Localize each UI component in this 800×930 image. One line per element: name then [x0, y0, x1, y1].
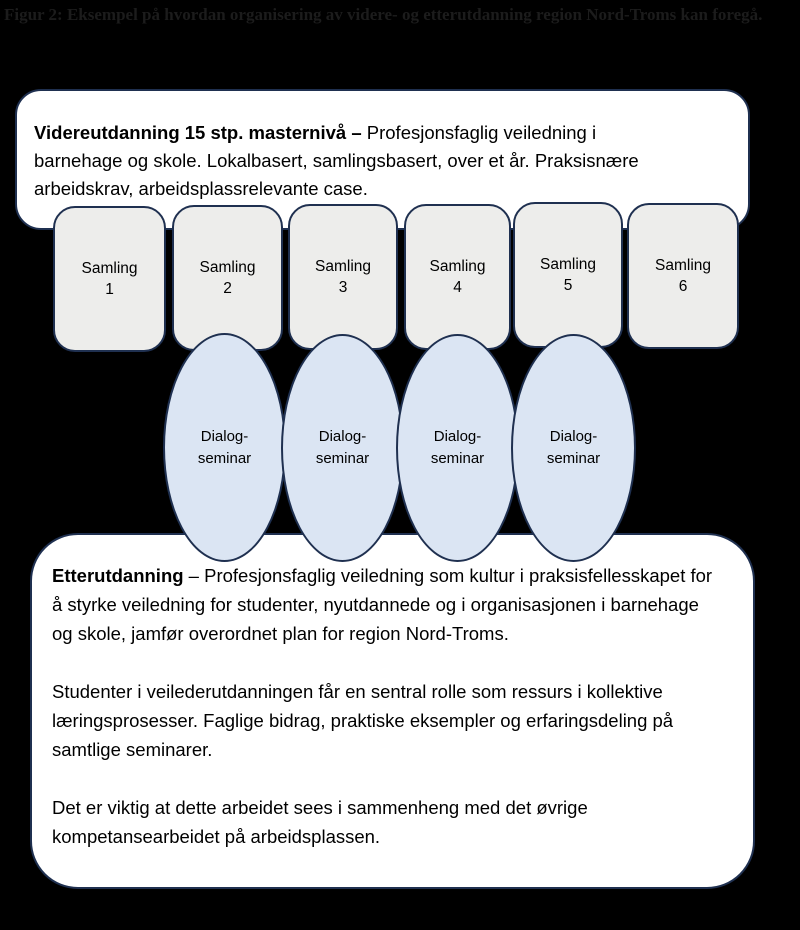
- dialogseminar-label-line1: Dialog-: [549, 428, 598, 445]
- samling-label: Samling: [540, 256, 596, 273]
- videreutdanning-body: Profesjonsfaglig veiledning i barnehage og skole. Lokalbasert, samlingsbasert, over et år. Praksisnære arbeidskrav, arbeidsplassrelevante case.: [34, 122, 639, 199]
- samling-number: 6: [678, 278, 688, 295]
- etterutdanning-title: Etterutdanning: [52, 565, 184, 586]
- samling-card-5: [513, 202, 623, 348]
- dialogseminar-ellipse-2: [281, 334, 404, 562]
- etterutdanning-paragraph-1: [52, 561, 720, 648]
- samling-card-6: [627, 203, 739, 349]
- samling-label: Samling: [199, 259, 256, 276]
- samling-card-2: [172, 205, 283, 351]
- videreutdanning-text: [34, 119, 656, 203]
- samling-number: 3: [338, 279, 348, 296]
- etterutdanning-box: [30, 533, 755, 889]
- dialogseminar-label-line1: Dialog-: [200, 427, 249, 445]
- samling-number: 4: [453, 279, 462, 296]
- samling-number: 5: [563, 277, 573, 294]
- etterutdanning-paragraph-3: Det er viktig at dette arbeidet sees i sammenheng med det øvrige kompetansearbeidet på arbeidsplassen.: [52, 797, 588, 847]
- samling-number: 1: [105, 281, 114, 298]
- etterutdanning-paragraph-2: Studenter i veilederutdanningen får en sentral rolle som ressurs i kollektive læringsprosesser. Faglige bidrag, praktiske eksempler og erfaringsdeling på samtlige seminarer.: [52, 681, 674, 760]
- etterutdanning-p1-body: – Profesjonsfaglig veiledning som kultur i praksisfellesskapet for å styrke veiledning for studenter, nyutdannede og i organisasjonen i barnehage og skole, jamfør overordnet plan for region Nord-Troms.: [52, 565, 713, 644]
- etterutdanning-text: [52, 561, 720, 851]
- samling-card-3: [288, 204, 398, 350]
- dialogseminar-label-line1: Dialog-: [433, 428, 482, 445]
- dialogseminar-ellipse-4: [511, 334, 636, 562]
- samling-label: Samling: [315, 258, 371, 275]
- dialogseminar-label-line1: Dialog-: [318, 428, 367, 445]
- samling-card-1: [53, 206, 166, 352]
- dialogseminar-ellipse-3: [396, 334, 519, 562]
- samling-label: Samling: [655, 257, 711, 274]
- dialogseminar-ellipse-1: [163, 333, 286, 562]
- samling-card-4: [404, 204, 511, 350]
- figure-caption: Figur 2: Eksempel på hvordan organisering av videre- og etterutdanning region Nord-Troms kan foregå.: [4, 5, 763, 24]
- samling-label: Samling: [81, 260, 138, 277]
- samling-number: 2: [223, 280, 232, 297]
- samling-label: Samling: [429, 258, 486, 275]
- dialogseminar-label-line2: seminar: [430, 450, 485, 467]
- dialogseminar-label-line2: seminar: [197, 449, 252, 467]
- dialogseminar-label-line2: seminar: [315, 450, 370, 467]
- dialogseminar-label-line2: seminar: [546, 450, 601, 467]
- videreutdanning-title: Videreutdanning 15 stp. masternivå –: [34, 122, 367, 143]
